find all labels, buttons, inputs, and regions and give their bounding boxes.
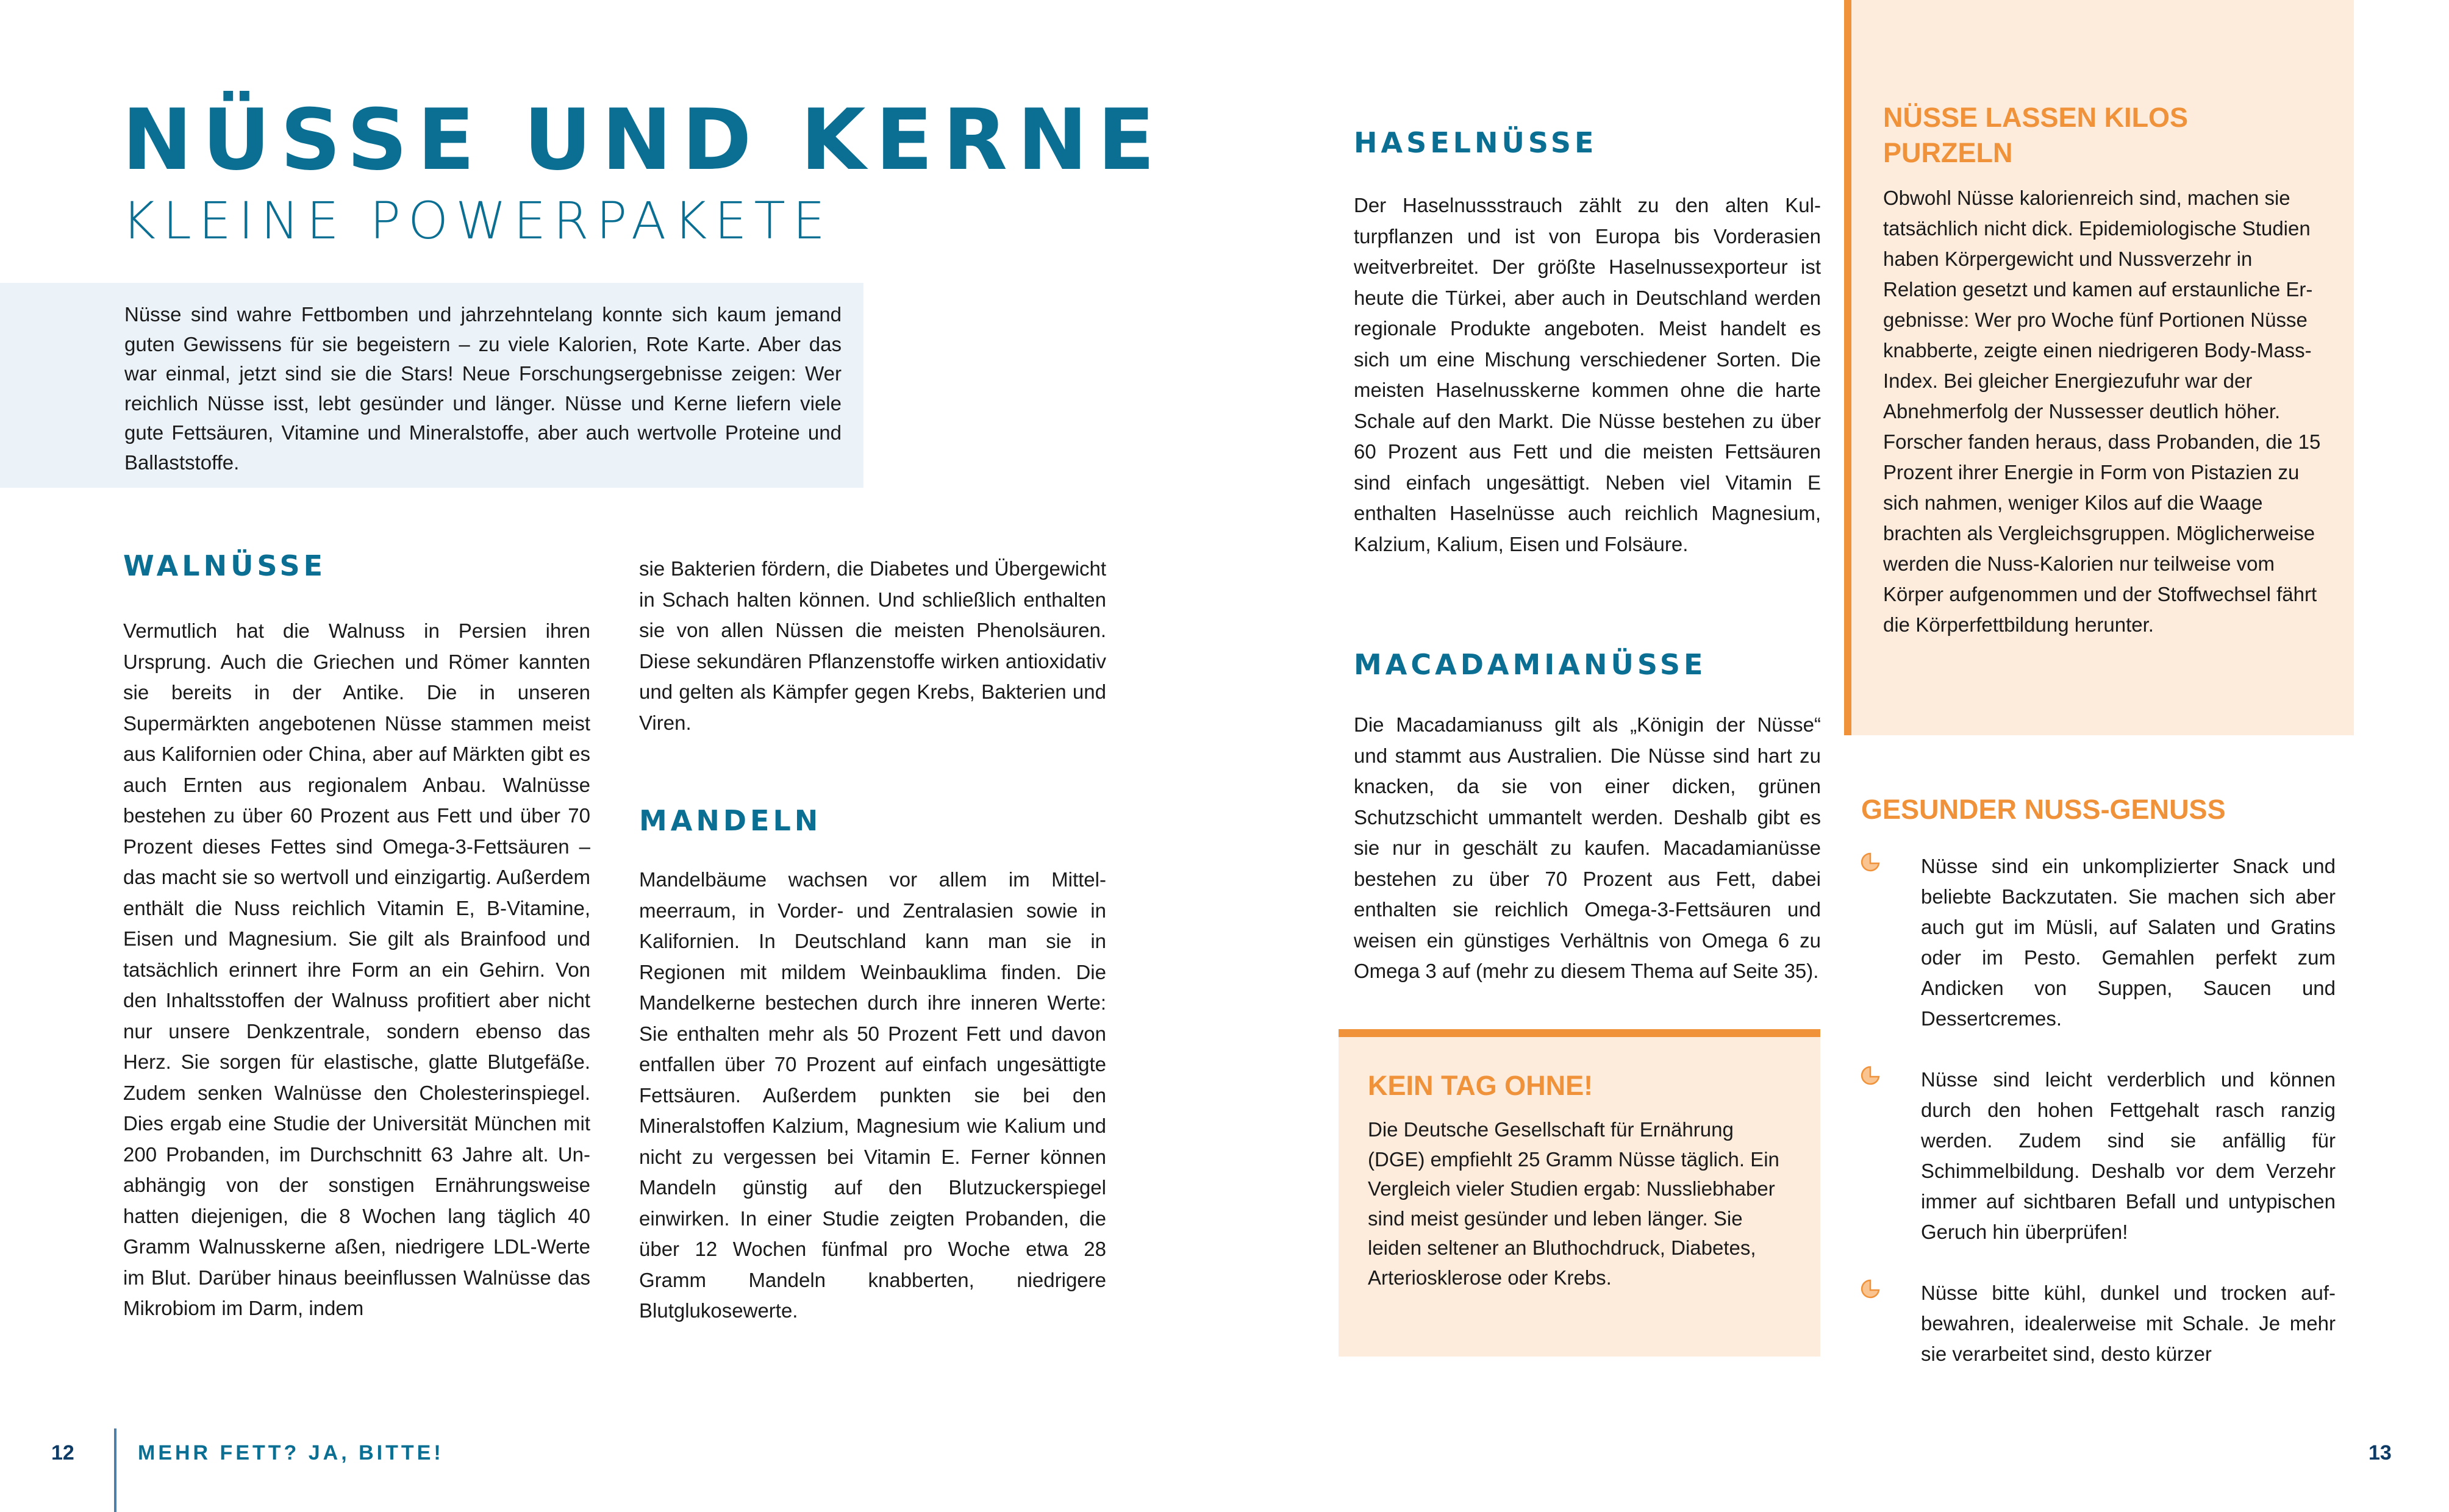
list-item: [1854, 1064, 2336, 1247]
kilos-purzeln-text: Obwohl Nüsse kalorienreich sind, machen sie tatsächlich nicht dick. Epidemiologische Studien haben Körpergewicht und Nussverzehr in Relation gesetzt und kamen auf erstaunliche Ergebnisse: Wer pro Woche fünf Portionen Nüsse knabberte, zeigte einen niedrigeren Body-Mass-Index. Bei gleicher Energiezufuhr war der Abnehmerfolg der Nussesser deutlich höher. Forscher fanden heraus, dass Probanden, die 15 Prozent ihrer Energie in Form von Pistazien zu sich nahmen, weniger Kilos auf die Waage brachten als Vergleichsgruppen. Möglicherweise werden die Nuss-Kalorien nur teilweise vom Körper aufgenommen und der Stoffwechsel fährt die Körperfettbildung herunter.: [1883, 187, 2321, 636]
walnuesse-text-part2: sie Bakterien fördern, die Diabetes und Übergewicht in Schach halten können. Und schließlich enthalten sie von allen Nüssen die meisten Phenolsäuren. Diese sekundären Pflanzenstoffe wirken antioxidativ und gelten als Kämpfer gegen Krebs, Bakterien und Viren.: [639, 557, 1106, 734]
list-item: [1854, 1278, 2336, 1369]
kein-tag-ohne-heading: KEIN TAG OHNE!: [1368, 1070, 1593, 1101]
list-item-text: Nüsse sind leicht verderblich und können durch den hohen Fettgehalt rasch ranzig werden. Zudem sind sie anfällig für Schimmelbildung. Deshalb vor dem Verzehr immer auf sichtbaren Befall und untypischen Geruch hin überprüfen!: [1921, 1068, 2336, 1243]
heading-macadamia: MACADAMIANÜSSE: [1354, 648, 1707, 681]
list-item-text: Nüsse bitte kühl, dunkel und trocken aufbewahren, idealerweise mit Schale. Je mehr sie verarbeitet sind, desto kürzer: [1921, 1282, 2336, 1365]
list-item-text: Nüsse sind ein unkomplizierter Snack und beliebte Backzutaten. Sie machen sich aber auch gut im Müsli, auf Salaten und Gratins oder im Pesto. Gemahlen perfekt zum Andicken von Suppen, Saucen und Dessertcremes.: [1921, 855, 2336, 1030]
genuss-heading: GESUNDER NUSS-GENUSS: [1861, 794, 2226, 825]
haselnuesse-text: Der Haselnussstrauch zählt zu den alten Kulturpflanzen und ist von Europa bis Vorderasien weitverbreitet. Der größte Haselnussexporteur ist heute die Türkei, aber auch in Deutschland werden regionale Produkte angeboten. Meist handelt es sich um eine Mischung verschiedener Sorten. Die meisten Haselnusskerne kommen ohne die harte Schale auf den Markt. Die Nüsse bestehen zu über 60 Prozent aus Fett und die meisten Fettsäuren sind einfach ungesättigt. Neben viel Vitamin E enthalten Haselnüsse auch reichlich Magnesium, Kalzium, Kalium, Eisen und Folsäure.: [1354, 194, 1821, 555]
kilos-purzeln-heading: NÜSSE LASSEN KILOS PURZELN: [1883, 102, 2189, 168]
kein-tag-ohne-box: [1339, 1029, 1820, 1357]
footer-divider: [114, 1428, 116, 1512]
walnuesse-text-part1: Vermutlich hat die Walnuss in Persien ihren Ursprung. Auch die Griechen und Römer kannten sie bereits in der Antike. Die in unseren Supermärkten angebotenen Nüsse stammen meist aus Kalifornien oder China, aber auf Märkten gibt es auch Ernten aus regionalem Anbau. Walnüsse bestehen zu über 60 Prozent aus Fett und über 70 Prozent dieses Fettes sind Omega-3-Fettsäuren – das macht sie so wertvoll und einzigartig. Außerdem enthält die Nuss reichlich Vitamin E, B-Vitamine, Eisen und Magnesium. Sie gilt als Brainfood und tatsächlich erinnert ihre Form an ein Gehirn. Von den Inhaltsstoffen der Walnuss profitiert aber nicht nur unsere Denkzentrale, sondern ebenso das Herz. Sie sorgen für elastische, glatte Blutgefäße. Zudem senken Walnüsse den Cholesterinspiegel. Dies ergab eine Studie der Universität München mit 200 Probanden, im Durchschnitt 63 Jahre alt. Unabhängig von der sonstigen Ernährungsweise hatten diejenigen, die 8 Wochen lang täglich 40 Gramm Walnusskerne aßen, niedrigere LDL-Werte im Blut. Darüber hinaus beeinflussen Walnüsse das Mikrobiom im Darm, indem: [123, 619, 590, 1319]
page-number-left: 12: [51, 1441, 74, 1464]
kein-tag-ohne-text: Die Deutsche Gesellschaft für Ernährung (DGE) empfiehlt 25 Gramm Nüsse täglich. Ein Vergleich vieler Studien ergab: Nussliebhaber sind meist gesünder und leben länger. Sie leiden seltener an Bluthochdruck, Diabetes, Arteriosklerose oder Krebs.: [1368, 1118, 1779, 1289]
pie-chart-icon: [1860, 847, 1881, 877]
page-subtitle: KLEINE POWERPAKETE: [122, 191, 832, 251]
kilos-purzeln-box: [1844, 0, 2354, 735]
heading-walnuesse: WALNÜSSE: [123, 549, 327, 582]
genuss-list: [1854, 851, 2336, 1400]
intro-text: Nüsse sind wahre Fettbomben und jahrzehntelang konnte sich kaum jemand guten Gewissens für sie begeistern – zu viele Kalorien, Rote Karte. Aber das war einmal, jetzt sind sie die Stars! Neue Forschungsergebnisse zeigen: Wer reichlich Nüsse isst, lebt gesünder und länger. Nüsse und Kerne liefern viele gute Fettsäuren, Vitamine und Mineralstoffe, aber auch wertvolle Proteine und Ballaststoffe.: [124, 303, 842, 474]
heading-mandeln: MANDELN: [639, 804, 822, 837]
running-head: MEHR FETT? JA, BITTE!: [138, 1441, 444, 1464]
page-title: NÜSSE UND KERNE: [122, 91, 1165, 189]
pie-chart-icon: [1860, 1061, 1881, 1090]
intro-box: [0, 283, 863, 488]
macadamia-text: Die Macadamianuss gilt als „Königin der Nüsse“ und stammt aus Australien. Die Nüsse sind hart zu knacken, da sie von einer dicken, grünen Schutzschicht ummantelt werden. Deshalb gibt es sie nur in geschält zu kaufen. Macadamianüsse bestehen zu über 70 Prozent aus Fett, dabei enthalten sie reichlich Omega-3-Fettsäuren und weisen ein günstiges Verhältnis von Omega 6 zu Omega 3 auf (mehr zu diesem Thema auf Seite 35).: [1354, 713, 1821, 982]
mandeln-text: Mandelbäume wachsen vor allem im Mittelmeerraum, in Vorder- und Zentralasien sowie in Kalifornien. In Deutschland kann man sie in Regionen mit mildem Weinbauklima finden. Die Mandelkerne bestechen durch ihre inneren Werte: Sie enthalten mehr als 50 Prozent Fett und davon entfallen über 70 Prozent auf einfach ungesättigte Fettsäuren. Außerdem punkten sie bei den Mineralstoffen Kalzium, Magnesium wie Kalium und nicht zu vergessen bei Vitamin E. Ferner können Mandeln günstig auf den Blutzuckerspiegel einwirken. In einer Studie zeigten Probanden, die über 12 Wochen fünfmal pro Woche etwa 28 Gramm Mandeln knabberten, niedrigere Blutglukosewerte.: [639, 868, 1106, 1322]
list-item: [1854, 851, 2336, 1034]
heading-haselnuesse: HASELNÜSSE: [1354, 126, 1598, 159]
page-number-right: 13: [2369, 1441, 2392, 1464]
pie-chart-icon: [1860, 1274, 1881, 1303]
